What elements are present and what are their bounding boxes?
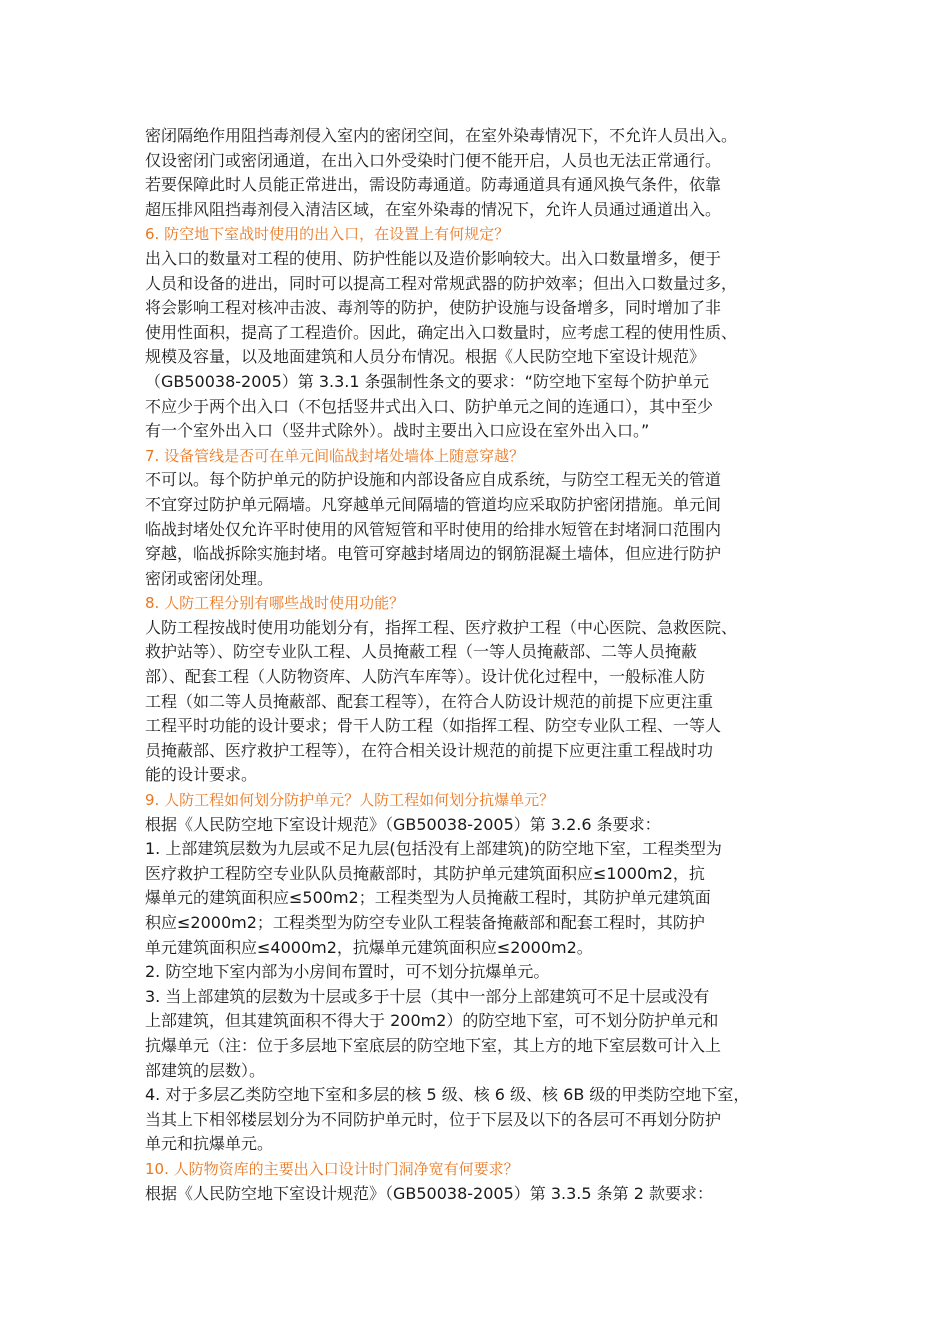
- text-line: 部建筑的层数）。: [145, 1060, 266, 1080]
- text-line: 能的设计要求。: [145, 765, 258, 785]
- section-heading: [145, 1157, 825, 1182]
- text-line: 规模及容量，以及地面建筑和人员分布情况。根据《人民防空地下室设计规范》: [145, 347, 706, 367]
- text-line: 将会影响工程对核冲击波、毒剂等的防护，使防护设施与设备增多，同时增加了非: [145, 298, 722, 318]
- text-line: 不应少于两个出入口（不包括竖井式出入口、防护单元之间的连通口），其中至少: [145, 396, 714, 416]
- section-heading: [145, 591, 825, 616]
- text-line: 积应≤2000m2；工程类型为防空专业队工程装备掩蔽部和配套工程时，其防护: [145, 913, 705, 932]
- paragraph: [145, 813, 825, 1157]
- heading-line: 9. 人防工程如何划分防护单元？人防工程如何划分抗爆单元？: [145, 791, 555, 810]
- text-line: 2. 防空地下室内部为小房间布置时，可不划分抗爆单元。: [145, 962, 550, 982]
- heading-line: 8. 人防工程分别有哪些战时使用功能？: [145, 594, 405, 613]
- section-heading: [145, 222, 825, 247]
- text-line: 单元和抗爆单元。: [145, 1134, 274, 1154]
- text-line: 有一个室外出入口（竖井式除外）。战时主要出入口应设在室外出入口。”: [145, 421, 650, 441]
- text-line: 若要保障此时人员能正常进出，需设防毒通道。防毒通道具有通风换气条件，依靠: [145, 175, 722, 195]
- text-line: 出入口的数量对工程的使用、防护性能以及造价影响较大。出入口数量增多，便于: [145, 248, 722, 268]
- text-line: 员掩蔽部、医疗救护工程等），在符合相关设计规范的前提下应更注重工程战时功: [145, 740, 714, 760]
- text-line: 爆单元的建筑面积应≤500m2；工程类型为人员掩蔽工程时，其防护单元建筑面: [145, 888, 711, 908]
- text-line: 工程（如二等人员掩蔽部、配套工程等），在符合人防设计规范的前提下应更注重: [145, 691, 714, 711]
- text-line: 根据《人民防空地下室设计规范》（GB50038-2005）第 3.2.6 条要求：: [145, 814, 661, 834]
- heading-line: 7. 设备管线是否可在单元间临战封堵处墙体上随意穿越？: [145, 446, 525, 465]
- text-line: 超压排风阻挡毒剂侵入清洁区域，在室外染毒的情况下，允许人员通过通道出入。: [145, 199, 722, 219]
- heading-line: 10. 人防物资库的主要出入口设计时门洞净宽有何要求？: [145, 1159, 519, 1178]
- text-line: 当其上下相邻楼层划分为不同防护单元时，位于下层及以下的各层可不再划分防护: [145, 1109, 722, 1129]
- section-heading: [145, 444, 825, 469]
- paragraph: [145, 616, 825, 788]
- paragraph: [145, 468, 825, 591]
- text-line: 医疗救护工程防空专业队队员掩蔽部时，其防护单元建筑面积应≤1000m2，抗: [145, 863, 705, 883]
- text-line: 根据《人民防空地下室设计规范》（GB50038-2005）第 3.3.5 条第 2 款要求：: [145, 1183, 714, 1203]
- text-line: （GB50038-2005）第 3.3.1 条强制性条文的要求：“防空地下室每个防护单元: [145, 371, 709, 391]
- text-line: 1. 上部建筑层数为九层或不足九层(包括没有上部建筑)的防空地下室，工程类型为: [145, 839, 722, 859]
- document-page: [145, 124, 825, 1206]
- text-line: 上部建筑，但其建筑面积不得大于 200m2）的防空地下室，可不划分防护单元和: [145, 1011, 719, 1031]
- text-line: 不可以。每个防护单元的防护设施和内部设备应自成系统，与防空工程无关的管道: [145, 470, 722, 490]
- text-line: 人员和设备的进出，同时可以提高工程对常规武器的防护效率；但出入口数量过多，: [145, 273, 738, 293]
- text-line: 部）、配套工程（人防物资库、人防汽车库等）。设计优化过程中，一般标准人防: [145, 667, 706, 687]
- text-line: 不宜穿过防护单元隔墙。凡穿越单元间隔墙的管道均应采取防护密闭措施。单元间: [145, 494, 722, 514]
- text-line: 密闭或密闭处理。: [145, 568, 274, 588]
- text-line: 临战封堵处仅允许平时使用的风管短管和平时使用的给排水短管在封堵洞口范围内: [145, 519, 722, 539]
- text-line: 单元建筑面积应≤4000m2，抗爆单元建筑面积应≤2000m2。: [145, 937, 593, 957]
- heading-line: 6. 防空地下室战时使用的出入口，在设置上有何规定？: [145, 225, 510, 244]
- section-heading: [145, 788, 825, 813]
- text-line: 3. 当上部建筑的层数为十层或多于十层（其中一部分上部建筑可不足十层或没有: [145, 986, 710, 1006]
- paragraph: [145, 124, 825, 222]
- text-line: 人防工程按战时使用功能划分有，指挥工程、医疗救护工程（中心医院、急救医院、: [145, 617, 738, 637]
- paragraph: [145, 247, 825, 444]
- text-line: 4. 对于多层乙类防空地下室和多层的核 5 级、核 6 级、核 6B 级的甲类防空地下室，: [145, 1085, 750, 1105]
- text-line: 抗爆单元（注：位于多层地下室底层的防空地下室，其上方的地下室层数可计入上: [145, 1035, 722, 1055]
- text-line: 救护站等）、防空专业队工程、人员掩蔽工程（一等人员掩蔽部、二等人员掩蔽: [145, 642, 698, 662]
- text-line: 仅设密闭门或密闭通道，在出入口外受染时门便不能开启，人员也无法正常通行。: [145, 150, 722, 170]
- text-line: 使用性面积，提高了工程造价。因此，确定出入口数量时，应考虑工程的使用性质、: [145, 322, 738, 342]
- text-line: 工程平时功能的设计要求；骨干人防工程（如指挥工程、防空专业队工程、一等人: [145, 716, 722, 736]
- text-line: 密闭隔绝作用阻挡毒剂侵入室内的密闭空间，在室外染毒情况下，不允许人员出入。: [145, 126, 738, 145]
- text-line: 穿越，临战拆除实施封堵。电管可穿越封堵周边的钢筋混凝土墙体，但应进行防护: [145, 544, 722, 564]
- paragraph: [145, 1182, 825, 1207]
